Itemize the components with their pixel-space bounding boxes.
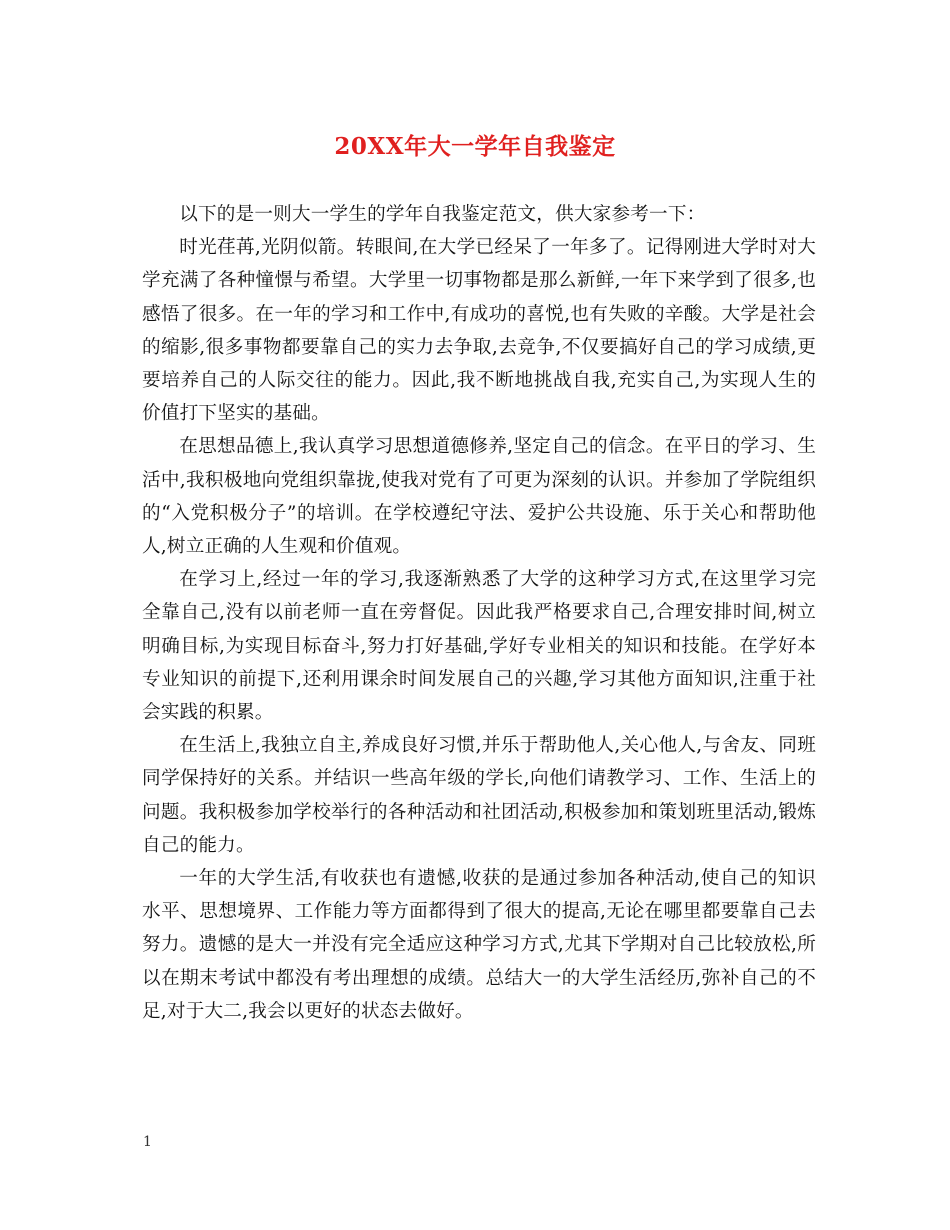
document-body (142, 198, 816, 1028)
page-number: 1 (143, 1134, 152, 1150)
paragraph-overview: 时光荏苒,光阴似箭。转眼间,在大学已经呆了一年多了。记得刚进大学时对大学充满了各种憧憬与希望。大学里一切事物都是那么新鲜,一年下来学到了很多,也感悟了很多。在一年的学习和工作中,有成功的喜悦,也有失败的辛酸。大学是社会的缩影,很多事物都要靠自己的实力去争取,去竞争,不仅要搞好自己的学习成绩,更要培养自己的人际交往的能力。因此,我不断地挑战自我,充实自己,为实现人生的价值打下坚实的基础。 (142, 237, 816, 425)
paragraph-summary: 一年的大学生活,有收获也有遗憾,收获的是通过参加各种活动,使自己的知识水平、思想境界、工作能力等方面都得到了很大的提高,无论在哪里都要靠自己去努力。遗憾的是大一并没有完全适应这种学习方式,尤其下学期对自己比较放松,所以在期末考试中都没有考出理想的成绩。总结大一的大学生活经历,弥补自己的不足,对于大二,我会以更好的状态去做好。 (142, 868, 816, 1022)
document-title: 20XX年大一学年自我鉴定 (334, 133, 616, 160)
paragraph-ideology: 在思想品德上,我认真学习思想道德修养,坚定自己的信念。在平日的学习、生活中,我积极地向党组织靠拢,使我对党有了可更为深刻的认识。并参加了学院组织的“入党积极分子”的培训。在学校遵纪守法、爱护公共设施、乐于关心和帮助他人,树立正确的人生观和价值观。 (142, 436, 816, 558)
paragraph-intro: 以下的是一则大一学生的学年自我鉴定范文，供大家参考一下： (179, 204, 706, 225)
paragraph-life: 在生活上,我独立自主,养成良好习惯,并乐于帮助他人,关心他人,与舍友、同班同学保持好的关系。并结识一些高年级的学长,向他们请教学习、工作、生活上的问题。我积极参加学校举行的各种活动和社团活动,积极参加和策划班里活动,锻炼自己的能力。 (142, 735, 816, 856)
paragraph-study: 在学习上,经过一年的学习,我逐渐熟悉了大学的这种学习方式,在这里学习完全靠自己,没有以前老师一直在旁督促。因此我严格要求自己,合理安排时间,树立明确目标,为实现目标奋斗,努力打好基础,学好专业相关的知识和技能。在学好本专业知识的前提下,还利用课余时间发展自己的兴趣,学习其他方面知识,注重于社会实践的积累。 (142, 569, 816, 724)
